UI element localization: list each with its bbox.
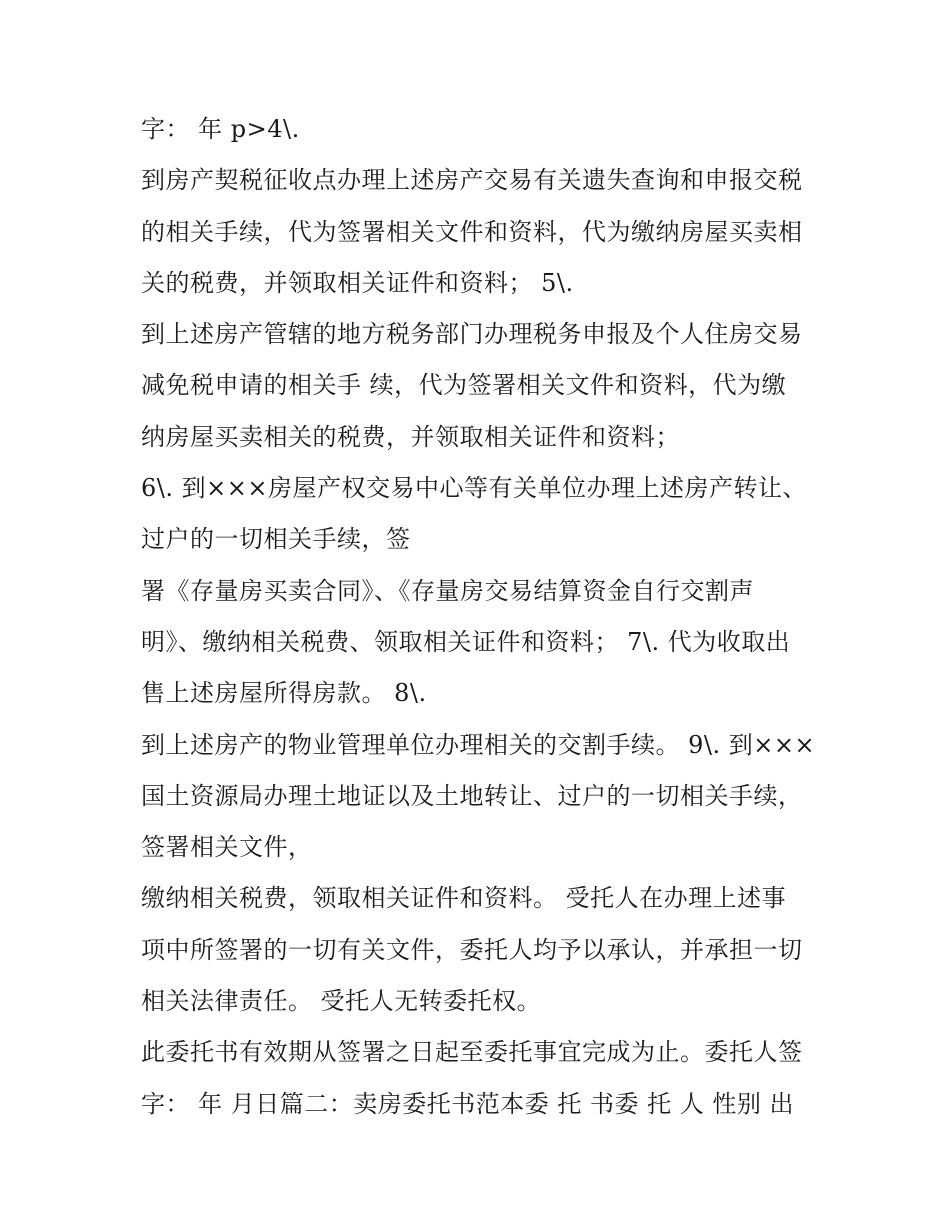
document-body [141, 104, 821, 1130]
text-line: 此委托书有效期从签署之日起至委托事宜完成为止。委托人签 [141, 1038, 803, 1067]
text-line: 字： 年 p>4\. [141, 115, 300, 143]
text-line: 减免税申请的相关手 续，代为签署相关文件和资料，代为缴 [141, 371, 787, 400]
text-line: 相关法律责任。 受托人无转委托权。 [141, 987, 542, 1016]
text-line: 字： 年 月日篇二：卖房委托书范本委 托 书委 托 人 性别 出 [141, 1089, 795, 1118]
text-line: 到上述房产的物业管理单位办理相关的交割手续。 9\. 到××× [141, 730, 816, 759]
text-line: 过户的一切相关手续，签 [141, 525, 411, 554]
text-line: 售上述房屋所得房款。 8\. [141, 679, 427, 708]
text-line: 项中所签署的一切有关文件，委托人均予以承认，并承担一切 [141, 935, 803, 964]
text-line: 署《存量房买卖合同》、《存量房交易结算资金自行交割声 [141, 576, 754, 605]
text-line: 明》、缴纳相关税费、领取相关证件和资料； 7\. 代为收取出 [141, 627, 791, 656]
text-line: 到上述房产管辖的地方税务部门办理税务申报及个人住房交易 [141, 320, 803, 349]
text-line: 缴纳相关税费，领取相关证件和资料。 受托人在办理上述事 [141, 884, 787, 913]
text-line: 6\. 到×××房屋产权交易中心等有关单位办理上述房产转让、 [141, 474, 807, 503]
text-line: 到房产契税征收点办理上述房产交易有关遗失查询和申报交税 [141, 166, 803, 195]
text-line: 国土资源局办理土地证以及土地转让、过户的一切相关手续， [141, 781, 803, 810]
text-line: 签署相关文件， [141, 833, 313, 862]
text-line: 关的税费，并领取相关证件和资料； 5\. [141, 268, 574, 297]
text-line: 的相关手续，代为签署相关文件和资料，代为缴纳房屋买卖相 [141, 217, 803, 246]
text-line: 纳房屋买卖相关的税费，并领取相关证件和资料； [141, 422, 680, 451]
